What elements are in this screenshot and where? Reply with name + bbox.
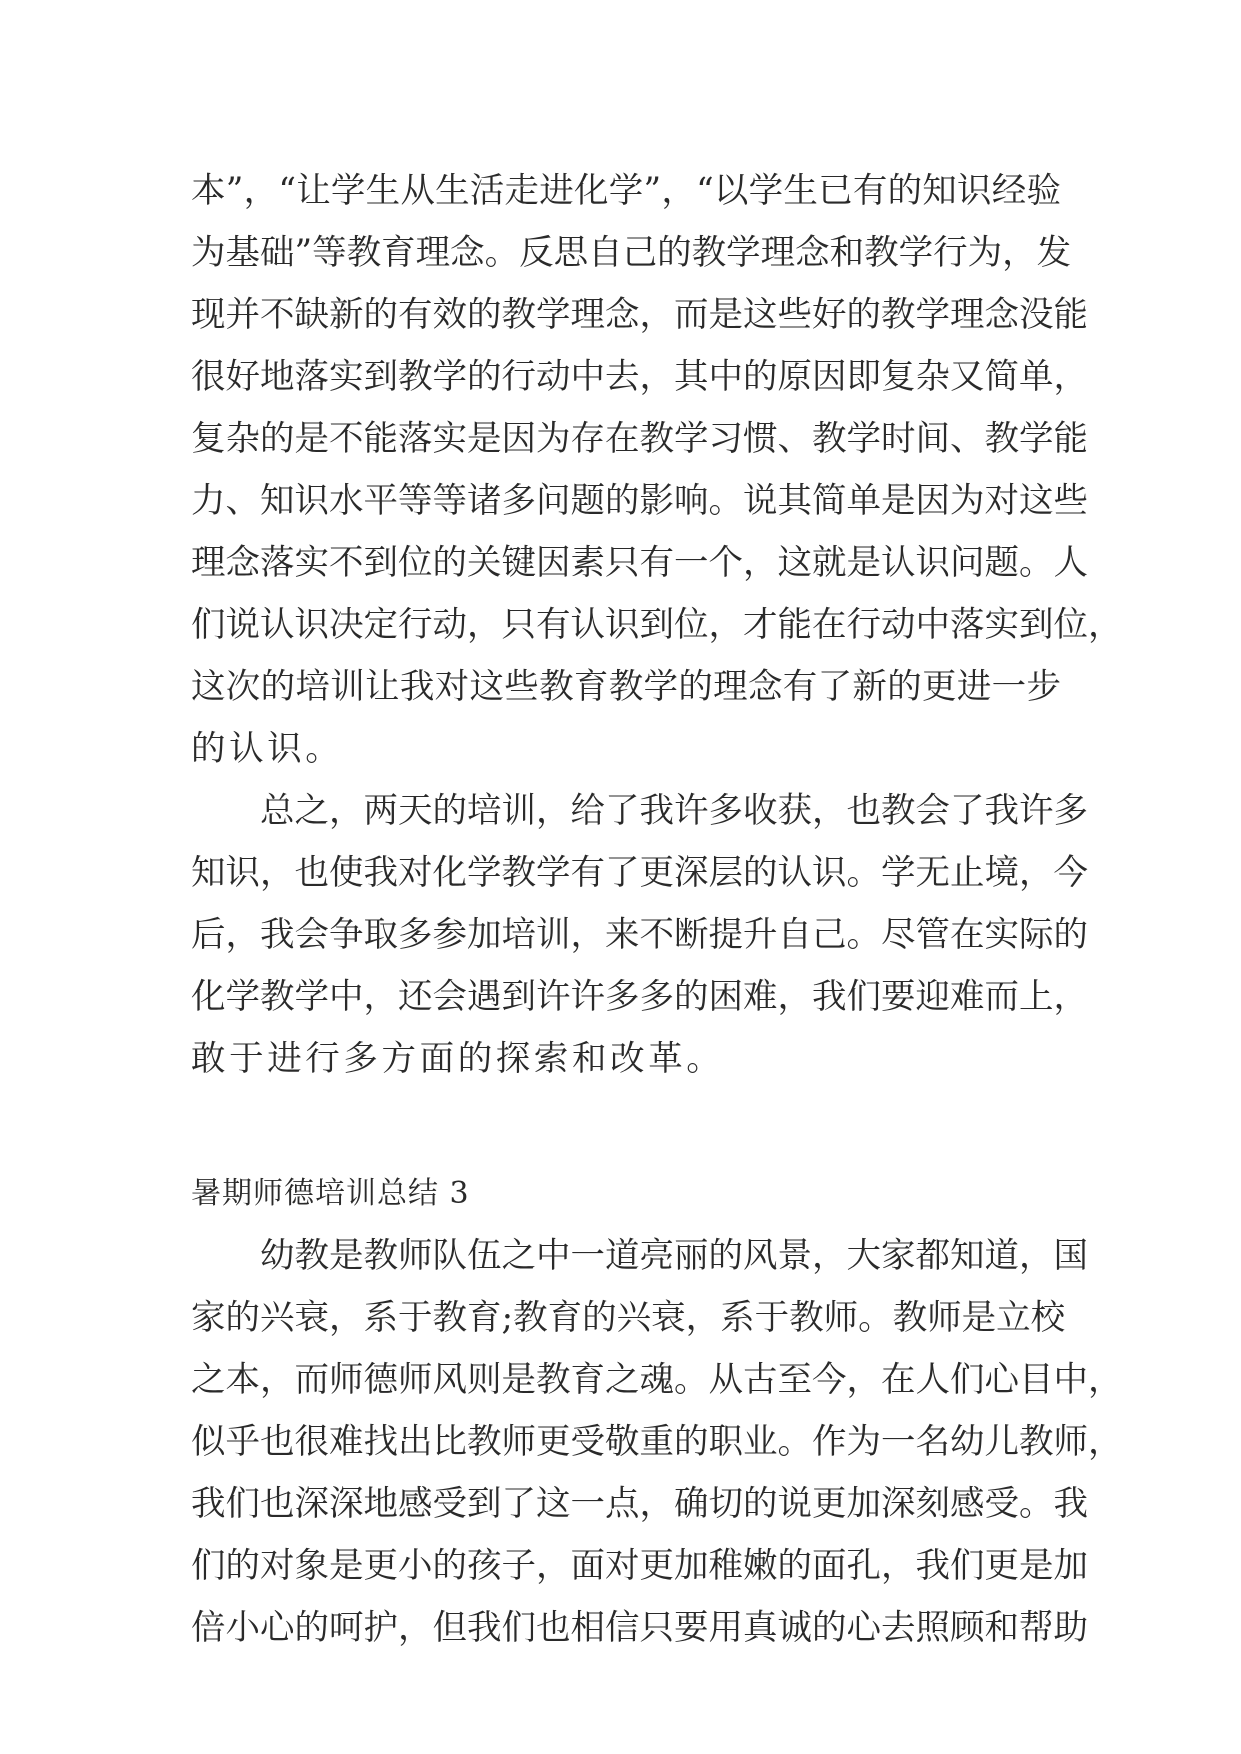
text-line: 理念落实不到位的关键因素只有一个，这就是认识问题。人 bbox=[191, 543, 1088, 583]
text-line: 似乎也很难找出比教师更受敬重的职业。作为一名幼儿教师， bbox=[191, 1422, 1123, 1462]
text-line: 们说认识决定行动，只有认识到位，才能在行动中落实到位， bbox=[191, 605, 1123, 645]
text-line: 复杂的是不能落实是因为存在教学习惯、教学时间、教学能 bbox=[191, 419, 1088, 459]
text-line: 本”，“让学生从生活走进化学”，“以学生已有的知识经验 bbox=[191, 171, 1061, 211]
text-line: 力、知识水平等等诸多问题的影响。说其简单是因为对这些 bbox=[191, 481, 1088, 521]
paragraph-1 bbox=[191, 160, 1123, 780]
document-body bbox=[191, 160, 1123, 1659]
text-line: 这次的培训让我对这些教育教学的理念有了新的更进一步 bbox=[191, 667, 1061, 707]
text-line: 总之，两天的培训，给了我许多收获，也教会了我许多 bbox=[260, 791, 1088, 831]
text-line: 敢于进行多方面的探索和改革。 bbox=[191, 1039, 725, 1079]
text-line: 我们也深深地感受到了这一点，确切的说更加深刻感受。我 bbox=[191, 1484, 1088, 1524]
text-line: 们的对象是更小的孩子，面对更加稚嫩的面孔，我们更是加 bbox=[191, 1546, 1088, 1586]
text-line: 化学教学中，还会遇到许许多多的困难，我们要迎难而上， bbox=[191, 977, 1088, 1017]
text-line: 幼教是教师队伍之中一道亮丽的风景，大家都知道，国 bbox=[260, 1236, 1088, 1276]
text-line: 很好地落实到教学的行动中去，其中的原因即复杂又简单， bbox=[191, 357, 1088, 397]
text-line: 现并不缺新的有效的教学理念，而是这些好的教学理念没能 bbox=[191, 295, 1088, 335]
text-line: 后，我会争取多参加培训，来不断提升自己。尽管在实际的 bbox=[191, 915, 1088, 955]
section-heading: 暑期师德培训总结 3 bbox=[191, 1176, 470, 1211]
paragraph-3 bbox=[191, 1225, 1123, 1659]
text-line: 为基础”等教育理念。反思自己的教学理念和教学行为，发 bbox=[191, 233, 1072, 273]
paragraph-2 bbox=[191, 780, 1088, 1090]
text-line: 知识，也使我对化学教学有了更深层的认识。学无止境，今 bbox=[191, 853, 1088, 893]
text-line: 家的兴衰，系于教育;教育的兴衰，系于教师。教师是立校 bbox=[191, 1298, 1066, 1338]
text-line: 的认识。 bbox=[191, 729, 344, 769]
section-spacer bbox=[191, 1090, 1061, 1163]
text-line: 之本，而师德师风则是教育之魂。从古至今，在人们心目中， bbox=[191, 1360, 1123, 1400]
text-line: 倍小心的呵护，但我们也相信只要用真诚的心去照顾和帮助 bbox=[191, 1608, 1088, 1648]
